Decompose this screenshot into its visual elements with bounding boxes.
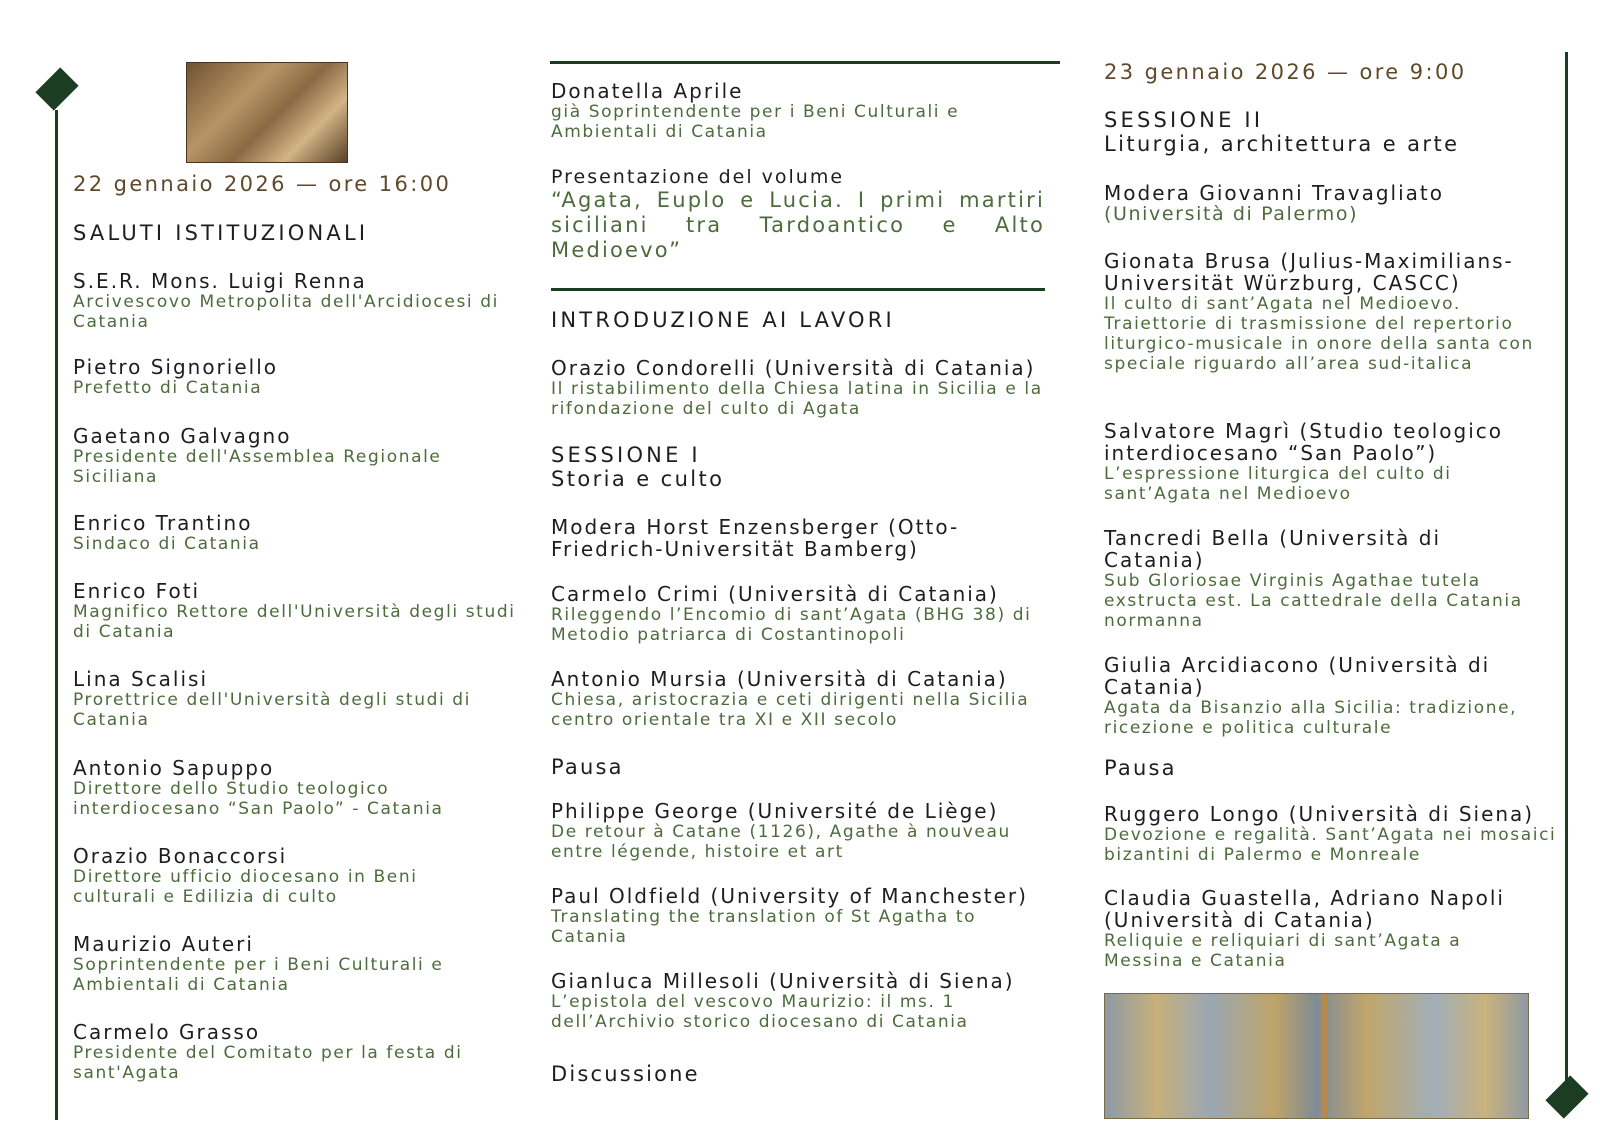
talk-entry [551, 357, 1045, 419]
speaker-role: già Soprintendente per i Beni Culturali e Ambientali di Catania [551, 102, 960, 142]
talk-speaker: Gionata Brusa (Julius-Maximilians-Universität Würzburg, CASCC) [1104, 249, 1514, 295]
speaker-name: Antonio Sapuppo [73, 756, 275, 780]
speaker-entry [73, 425, 523, 487]
talk-speaker: Carmelo Crimi (Università di Catania) [551, 582, 999, 606]
moderator-affiliation: (Università di Palermo) [1104, 203, 1359, 225]
top-divider [550, 61, 1060, 64]
talk-title: De retour à Catane (1126), Agathe à nouveau entre légende, histoire et art [551, 822, 1011, 862]
talk-title: Devozione e regalità. Sant’Agata nei mosaici bizantini di Palermo e Monreale [1104, 825, 1557, 865]
moderator [551, 516, 1045, 560]
speaker-entry [551, 80, 1045, 142]
speaker-name: Orazio Bonaccorsi [73, 844, 288, 868]
session-1-title: Storia e culto [551, 467, 725, 491]
talk-speaker: Gianluca Millesoli (Università di Siena) [551, 969, 1015, 993]
session-2-title: Liturgia, architettura e arte [1104, 132, 1460, 156]
pause-label: Pausa [1104, 756, 1177, 780]
talk-title: Rileggendo l’Encomio di sant’Agata (BHG 38) di Metodio patriarca di Costantinopoli [551, 605, 1032, 645]
speaker-entry [73, 270, 523, 332]
talk-speaker: Salvatore Magrì (Studio teologico interdiocesano “San Paolo”) [1104, 419, 1503, 465]
presentation-label: Presentazione del volume [551, 166, 845, 188]
relief-image-top [186, 62, 348, 163]
moderator-name: Modera Giovanni Travagliato [1104, 181, 1444, 205]
talk-entry [1104, 803, 1564, 865]
speaker-name: Lina Scalisi [73, 667, 209, 691]
speaker-role: Prorettrice dell'Università degli studi di Catania [73, 690, 472, 730]
talk-title: Agata da Bisanzio alla Sicilia: tradizione, ricezione e politica culturale [1104, 698, 1518, 738]
session-1-heading [551, 443, 724, 491]
speaker-name: Pietro Signoriello [73, 355, 278, 379]
book-presentation [551, 166, 1045, 263]
middle-divider [551, 288, 1045, 291]
day1-date: 22 gennaio 2026 — ore 16:00 [73, 172, 452, 196]
talk-speaker: Philippe George (Université de Liège) [551, 799, 999, 823]
speaker-entry [73, 757, 523, 819]
speaker-role: Presidente dell'Assemblea Regionale Siciliana [73, 447, 442, 487]
speaker-entry [73, 845, 523, 907]
speaker-entry [73, 356, 523, 398]
talk-title: L’espressione liturgica del culto di sant’Agata nel Medioevo [1104, 464, 1452, 504]
talk-entry [551, 668, 1045, 730]
left-vertical-rule [55, 110, 58, 1120]
greetings-heading: SALUTI ISTITUZIONALI [73, 221, 369, 245]
talk-entry [551, 800, 1045, 862]
speaker-role: Direttore dello Studio teologico interdiocesano “San Paolo” - Catania [73, 779, 444, 819]
speaker-role: Prefetto di Catania [73, 378, 263, 398]
relief-panel-divider [1321, 994, 1327, 1118]
talk-title: Il ristabilimento della Chiesa latina in Sicilia e la rifondazione del culto di Agata [551, 379, 1043, 419]
speaker-entry [73, 933, 523, 995]
speaker-role: Sindaco di Catania [73, 534, 261, 554]
talk-speaker: Antonio Mursia (Università di Catania) [551, 667, 1008, 691]
talk-title: Reliquie e reliquiari di sant’Agata a Messina e Catania [1104, 931, 1462, 971]
speaker-entry [73, 512, 523, 554]
talk-title: Sub Gloriosae Virginis Agathae tutela exstructa est. La cattedrale della Catania normanna [1104, 571, 1523, 631]
speaker-role: Arcivescovo Metropolita dell'Arcidiocesi di Catania [73, 292, 499, 332]
pause-label: Pausa [551, 755, 624, 779]
session-2-label: SESSIONE II [1104, 108, 1264, 132]
talk-entry [551, 970, 1045, 1032]
right-vertical-rule [1565, 52, 1568, 1082]
speaker-name: Enrico Foti [73, 579, 201, 603]
talk-title: L’epistola del vescovo Maurizio: il ms. 1 dell’Archivio storico diocesano di Catania [551, 992, 969, 1032]
moderator-text: Modera Horst Enzensberger (Otto-Friedrich-Universität Bamberg) [551, 515, 960, 561]
right-diamond-ornament [1545, 1075, 1588, 1118]
talk-speaker: Giulia Arcidiacono (Università di Catania) [1104, 653, 1491, 699]
intro-heading: INTRODUZIONE AI LAVORI [551, 308, 895, 332]
left-diamond-ornament [35, 67, 78, 110]
speaker-name: Donatella Aprile [551, 79, 744, 103]
speaker-name: Maurizio Auteri [73, 932, 254, 956]
session-2-heading [1104, 108, 1459, 156]
talk-speaker: Paul Oldfield (University of Manchester) [551, 884, 1028, 908]
moderator [1104, 182, 1564, 224]
speaker-role: Presidente del Comitato per la festa di sant'Agata [73, 1043, 463, 1083]
talk-entry [551, 583, 1045, 645]
speaker-name: Carmelo Grasso [73, 1020, 261, 1044]
talk-entry [1104, 527, 1564, 631]
talk-entry [1104, 887, 1564, 971]
speaker-entry [73, 580, 523, 642]
talk-entry [1104, 654, 1564, 738]
day2-date: 23 gennaio 2026 — ore 9:00 [1104, 60, 1467, 84]
speaker-entry [73, 668, 523, 730]
talk-title: Chiesa, aristocrazia e ceti dirigenti nella Sicilia centro orientale tra XI e XII secolo [551, 690, 1030, 730]
speaker-role: Direttore ufficio diocesano in Beni culturali e Edilizia di culto [73, 867, 418, 907]
talk-speaker: Claudia Guastella, Adriano Napoli (Università di Catania) [1104, 886, 1505, 932]
talk-speaker: Tancredi Bella (Università di Catania) [1104, 526, 1442, 572]
talk-entry [1104, 420, 1564, 504]
speaker-role: Magnifico Rettore dell'Università degli studi di Catania [73, 602, 516, 642]
discussion-label: Discussione [551, 1062, 700, 1086]
speaker-name: Enrico Trantino [73, 511, 253, 535]
speaker-entry [73, 1021, 523, 1083]
talk-title: Translating the translation of St Agatha to Catania [551, 907, 977, 947]
talk-speaker: Orazio Condorelli (Università di Catania) [551, 356, 1036, 380]
book-title: “Agata, Euplo e Lucia. I primi martiri siciliani tra Tardoantico e Alto Medioevo” [551, 188, 1045, 262]
talk-entry [551, 885, 1045, 947]
session-1-label: SESSIONE I [551, 443, 701, 467]
speaker-name: Gaetano Galvagno [73, 424, 292, 448]
speaker-role: Soprintendente per i Beni Culturali e Ambientali di Catania [73, 955, 444, 995]
relief-image-bottom [1104, 993, 1529, 1119]
talk-title: Il culto di sant’Agata nel Medioevo. Traiettorie di trasmissione del repertorio liturgico-musicale in onore della santa con speciale riguardo all’area sud-italica [1104, 294, 1534, 374]
talk-speaker: Ruggero Longo (Università di Siena) [1104, 802, 1535, 826]
speaker-name: S.E.R. Mons. Luigi Renna [73, 269, 367, 293]
talk-entry [1104, 250, 1564, 374]
